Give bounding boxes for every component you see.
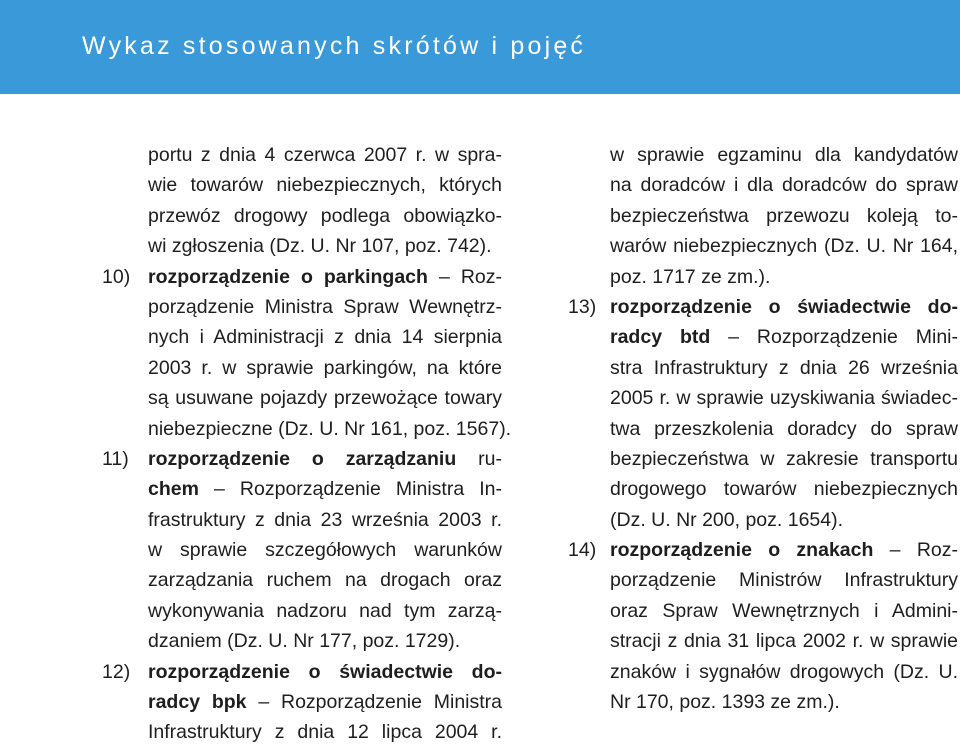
line-body: nych i Administracji z dnia 14 sierpnia bbox=[148, 326, 502, 349]
page-title: Wykaz stosowanych skrótów i pojęć bbox=[82, 32, 587, 60]
defined-term: rozporządzenie o zarządzaniu bbox=[148, 447, 457, 470]
text-line bbox=[102, 322, 502, 352]
defined-term: radcy bpk bbox=[148, 691, 247, 714]
text-line bbox=[568, 353, 960, 383]
text-line bbox=[102, 596, 502, 626]
text-line bbox=[102, 383, 502, 413]
line-body: Nr 170, poz. 1393 ze zm.). bbox=[610, 691, 840, 714]
text-line bbox=[568, 626, 960, 656]
line-text bbox=[148, 535, 502, 565]
line-body: poz. 1717 ze zm.). bbox=[610, 265, 771, 288]
text-line bbox=[102, 474, 502, 504]
line-body: ru- bbox=[456, 447, 502, 470]
line-body: na doradców i dla doradców do spraw bbox=[610, 174, 958, 197]
item-number: 11) bbox=[102, 447, 129, 470]
line-text bbox=[610, 657, 958, 687]
line-body: – Roz- bbox=[873, 539, 958, 562]
line-body: porządzenie Ministra Spraw Wewnętrz- bbox=[148, 295, 502, 318]
line-body: (Dz. U. Nr 200, poz. 1654). bbox=[610, 508, 844, 531]
right-text-column bbox=[568, 140, 960, 717]
line-text bbox=[148, 322, 502, 352]
line-text bbox=[610, 262, 770, 292]
line-text bbox=[148, 565, 502, 595]
line-text bbox=[148, 140, 502, 170]
defined-term: rozporządzenie o świadectwie do- bbox=[610, 295, 958, 318]
text-line bbox=[102, 140, 502, 170]
line-text bbox=[610, 383, 958, 413]
line-body: – Rozporządzenie Mini- bbox=[710, 326, 958, 349]
defined-term: rozporządzenie o parkingach bbox=[148, 265, 428, 288]
line-text bbox=[610, 565, 958, 595]
line-body: 2003 r. w sprawie parkingów, na które bbox=[148, 356, 502, 379]
item-number: 14) bbox=[568, 539, 597, 562]
item-number: 10) bbox=[102, 265, 131, 288]
line-text bbox=[148, 596, 502, 626]
text-line bbox=[568, 565, 960, 595]
text-line bbox=[102, 353, 502, 383]
line-text bbox=[610, 322, 958, 352]
text-line bbox=[568, 414, 960, 444]
line-body: niebezpieczne (Dz. U. Nr 161, poz. 1567). bbox=[148, 417, 512, 440]
line-text bbox=[148, 474, 502, 504]
line-body: wi zgłoszenia (Dz. U. Nr 107, poz. 742). bbox=[148, 235, 492, 258]
line-text bbox=[148, 657, 502, 687]
line-body: w sprawie egzaminu dla kandydatów bbox=[610, 144, 958, 166]
defined-term: chem bbox=[148, 478, 199, 501]
line-text bbox=[148, 353, 502, 383]
text-line bbox=[568, 596, 960, 626]
text-line bbox=[568, 322, 960, 352]
line-text bbox=[610, 444, 958, 474]
text-line bbox=[568, 505, 960, 535]
defined-term: radcy btd bbox=[610, 326, 711, 349]
line-body: są usuwane pojazdy przewożące towary bbox=[148, 387, 502, 410]
line-text bbox=[148, 444, 502, 474]
text-line bbox=[102, 565, 502, 595]
line-body: warów niebezpiecznych (Dz. U. Nr 164, bbox=[610, 235, 958, 258]
defined-term: rozporządzenie o świadectwie do- bbox=[148, 660, 502, 683]
line-body: stracji z dnia 31 lipca 2002 r. w sprawie bbox=[610, 630, 958, 653]
line-body: przewóz drogowy podlega obowiązko- bbox=[148, 204, 502, 227]
text-line bbox=[102, 201, 502, 231]
line-text bbox=[610, 231, 958, 261]
line-text bbox=[610, 626, 958, 656]
text-line bbox=[568, 170, 960, 200]
text-line bbox=[102, 717, 502, 747]
line-text bbox=[610, 414, 958, 444]
text-line bbox=[568, 444, 960, 474]
line-text bbox=[148, 717, 502, 747]
text-line bbox=[102, 444, 502, 474]
line-body: zarządzania ruchem na drogach oraz bbox=[148, 569, 502, 592]
line-text bbox=[610, 140, 958, 170]
line-body: wykonywania nadzoru nad tym zarzą- bbox=[148, 599, 502, 622]
line-text bbox=[148, 687, 502, 717]
line-text bbox=[610, 292, 958, 322]
line-body: portu z dnia 4 czerwca 2007 r. w spra- bbox=[148, 144, 502, 166]
line-text bbox=[148, 626, 460, 656]
line-body: bezpieczeństwa przewozu koleją to- bbox=[610, 204, 958, 227]
text-line bbox=[568, 657, 960, 687]
line-text bbox=[148, 170, 502, 200]
text-line bbox=[102, 626, 502, 656]
line-body: frastruktury z dnia 23 września 2003 r. bbox=[148, 508, 502, 531]
item-number: 12) bbox=[102, 660, 131, 683]
line-text bbox=[610, 535, 958, 565]
text-line bbox=[102, 170, 502, 200]
text-line bbox=[102, 657, 502, 687]
line-body: dzaniem (Dz. U. Nr 177, poz. 1729). bbox=[148, 630, 461, 653]
line-body: – Roz- bbox=[427, 265, 502, 288]
section-header-bar bbox=[0, 0, 960, 94]
line-text bbox=[148, 231, 492, 261]
line-body: porządzenie Ministrów Infrastruktury bbox=[610, 569, 958, 592]
line-body: w sprawie szczegółowych warunków bbox=[148, 539, 502, 562]
line-body: 2005 r. w sprawie uzyskiwania świadec- bbox=[610, 387, 958, 410]
line-body: oraz Spraw Wewnętrznych i Admini- bbox=[610, 599, 958, 622]
line-body: twa przeszkolenia doradcy do spraw bbox=[610, 417, 958, 440]
line-text bbox=[610, 170, 958, 200]
line-text bbox=[610, 474, 958, 504]
text-line bbox=[568, 140, 960, 170]
text-line bbox=[568, 201, 960, 231]
text-line bbox=[568, 687, 960, 717]
text-line bbox=[102, 535, 502, 565]
text-line bbox=[102, 414, 512, 444]
text-line bbox=[568, 292, 960, 322]
text-line bbox=[568, 383, 960, 413]
text-line bbox=[102, 292, 502, 322]
text-line bbox=[568, 474, 960, 504]
line-text bbox=[148, 505, 502, 535]
line-body: – Rozporządzenie Ministra bbox=[246, 691, 503, 714]
line-body: bezpieczeństwa w zakresie transportu bbox=[610, 447, 958, 470]
line-text bbox=[610, 353, 958, 383]
line-text bbox=[610, 505, 843, 535]
text-line bbox=[568, 535, 960, 565]
item-number: 13) bbox=[568, 295, 597, 318]
defined-term: rozporządzenie o znakach bbox=[610, 539, 874, 562]
text-line bbox=[102, 505, 502, 535]
line-text bbox=[610, 687, 840, 717]
line-text bbox=[610, 201, 958, 231]
line-body: Infrastruktury z dnia 12 lipca 2004 r. bbox=[148, 721, 502, 744]
line-body: – Rozporządzenie Ministra In- bbox=[198, 478, 502, 501]
line-body: wie towarów niebezpiecznych, których bbox=[148, 174, 502, 197]
text-line bbox=[102, 231, 502, 261]
line-text bbox=[148, 262, 502, 292]
left-text-column bbox=[102, 140, 512, 748]
line-body: stra Infrastruktury z dnia 26 września bbox=[610, 356, 958, 379]
text-line bbox=[568, 262, 960, 292]
line-text bbox=[148, 414, 511, 444]
line-text bbox=[148, 383, 502, 413]
line-body: znaków i sygnałów drogowych (Dz. U. bbox=[610, 660, 958, 683]
text-line bbox=[102, 262, 502, 292]
line-text bbox=[148, 201, 502, 231]
line-text bbox=[610, 596, 958, 626]
line-text bbox=[148, 292, 502, 322]
text-line bbox=[568, 231, 960, 261]
line-body: drogowego towarów niebezpiecznych bbox=[610, 478, 958, 501]
text-line bbox=[102, 687, 502, 717]
